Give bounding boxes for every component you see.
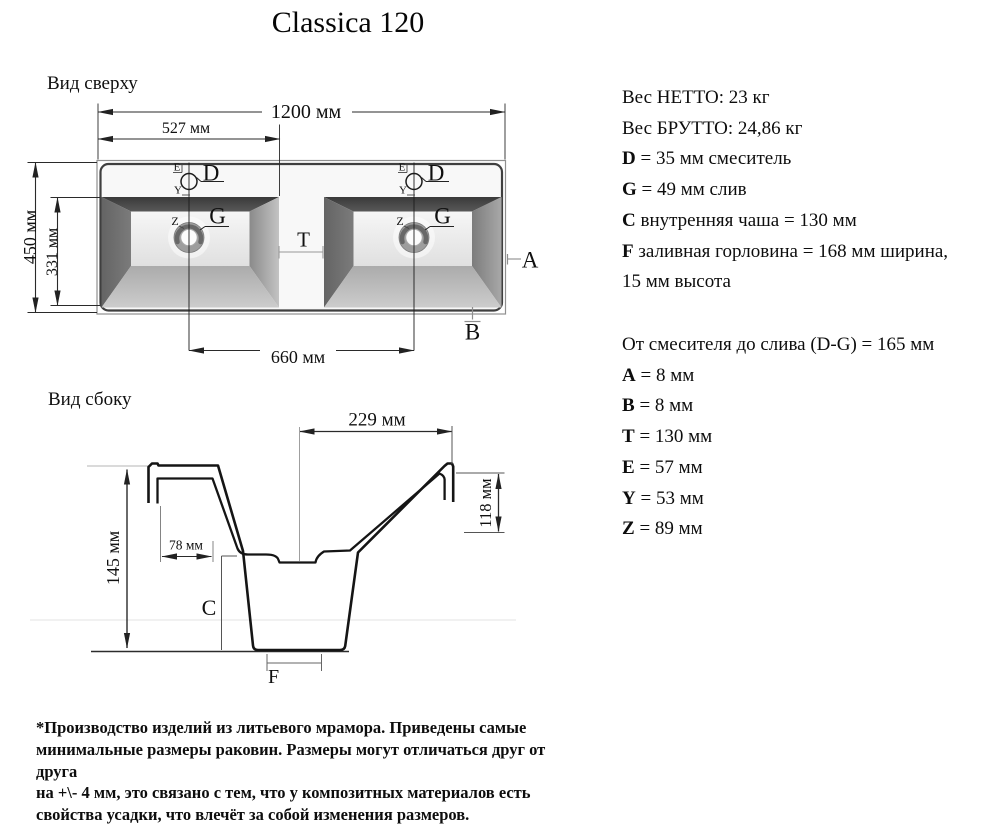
footnote-line: *Производство изделий из литьевого мрамора. Приведены самые — [36, 718, 527, 737]
callout-z: Z — [171, 213, 179, 228]
callout-f: F — [267, 665, 280, 688]
callout-b: B — [464, 319, 481, 344]
spec-line: D = 35 мм смеситель — [622, 148, 792, 170]
dim-drain-spacing-label: 660 мм — [270, 347, 326, 367]
callout-t: T — [297, 227, 310, 251]
dim-back-ledge-label: 229 мм — [348, 409, 406, 430]
spec-line: Z = 89 мм — [622, 518, 703, 540]
callout-y: Y — [399, 184, 407, 196]
footnote-line: на +\- 4 мм, это связано с тем, что у композитных материалов есть — [36, 783, 531, 803]
spec-line: T = 130 мм — [622, 426, 713, 448]
spec-line: 15 мм высота — [622, 271, 731, 293]
top-view-heading: Вид сверху — [47, 73, 138, 94]
spec-line: A = 8 мм — [622, 364, 695, 386]
left-basin — [102, 197, 280, 308]
footnote — [36, 717, 566, 826]
dim-basin-width-label: 527 мм — [161, 119, 211, 137]
dim-back-height-label: 118 мм — [475, 477, 495, 528]
dim-overall-width-label: 1200 мм — [270, 101, 342, 123]
footnote-line: свойства усадки, что влечёт за собой изменения размеров. — [36, 805, 470, 825]
callout-c: C — [201, 595, 217, 620]
spec-line: Вес БРУТТО: 24,86 кг — [622, 117, 803, 139]
spec-block-letters — [622, 330, 934, 545]
page-title: Classica 120 — [271, 6, 425, 39]
side-view-heading: Вид сбоку — [48, 389, 132, 410]
spec-line: E = 57 мм — [622, 456, 703, 478]
spec-block-weights — [622, 83, 948, 298]
spec-line: C внутренняя чаша = 130 мм — [622, 209, 857, 231]
dim-front-flat-label: 78 мм — [169, 537, 203, 553]
callout-drain-g: G — [434, 203, 451, 229]
right-basin — [324, 197, 502, 308]
dim-overall-height-label: 145 мм — [103, 530, 123, 586]
spec-line: G = 49 мм слив — [622, 179, 747, 201]
footnote-line: минимальные размеры раковин. Размеры могут отличаться друг от друга — [36, 739, 546, 781]
spec-line: F заливная горловина = 168 мм ширина, — [622, 240, 949, 262]
dim-overall-depth-label: 450 мм — [19, 209, 40, 265]
spec-line: B = 8 мм — [622, 395, 694, 417]
callout-e: E — [173, 161, 181, 173]
dim-basin-depth-label: 331 мм — [43, 227, 61, 276]
callout-drain-g: G — [209, 203, 226, 229]
spec-line: От смесителя до слива (D-G) = 165 мм — [622, 334, 935, 355]
callout-z: Z — [396, 213, 404, 228]
callout-faucet-d: D — [427, 160, 445, 185]
callout-y: Y — [174, 184, 182, 196]
spec-line: Вес НЕТТО: 23 кг — [622, 87, 770, 108]
callout-e: E — [398, 161, 406, 173]
spec-line: Y = 53 мм — [622, 487, 704, 509]
callout-faucet-d: D — [202, 160, 220, 185]
callout-a: A — [521, 247, 539, 272]
